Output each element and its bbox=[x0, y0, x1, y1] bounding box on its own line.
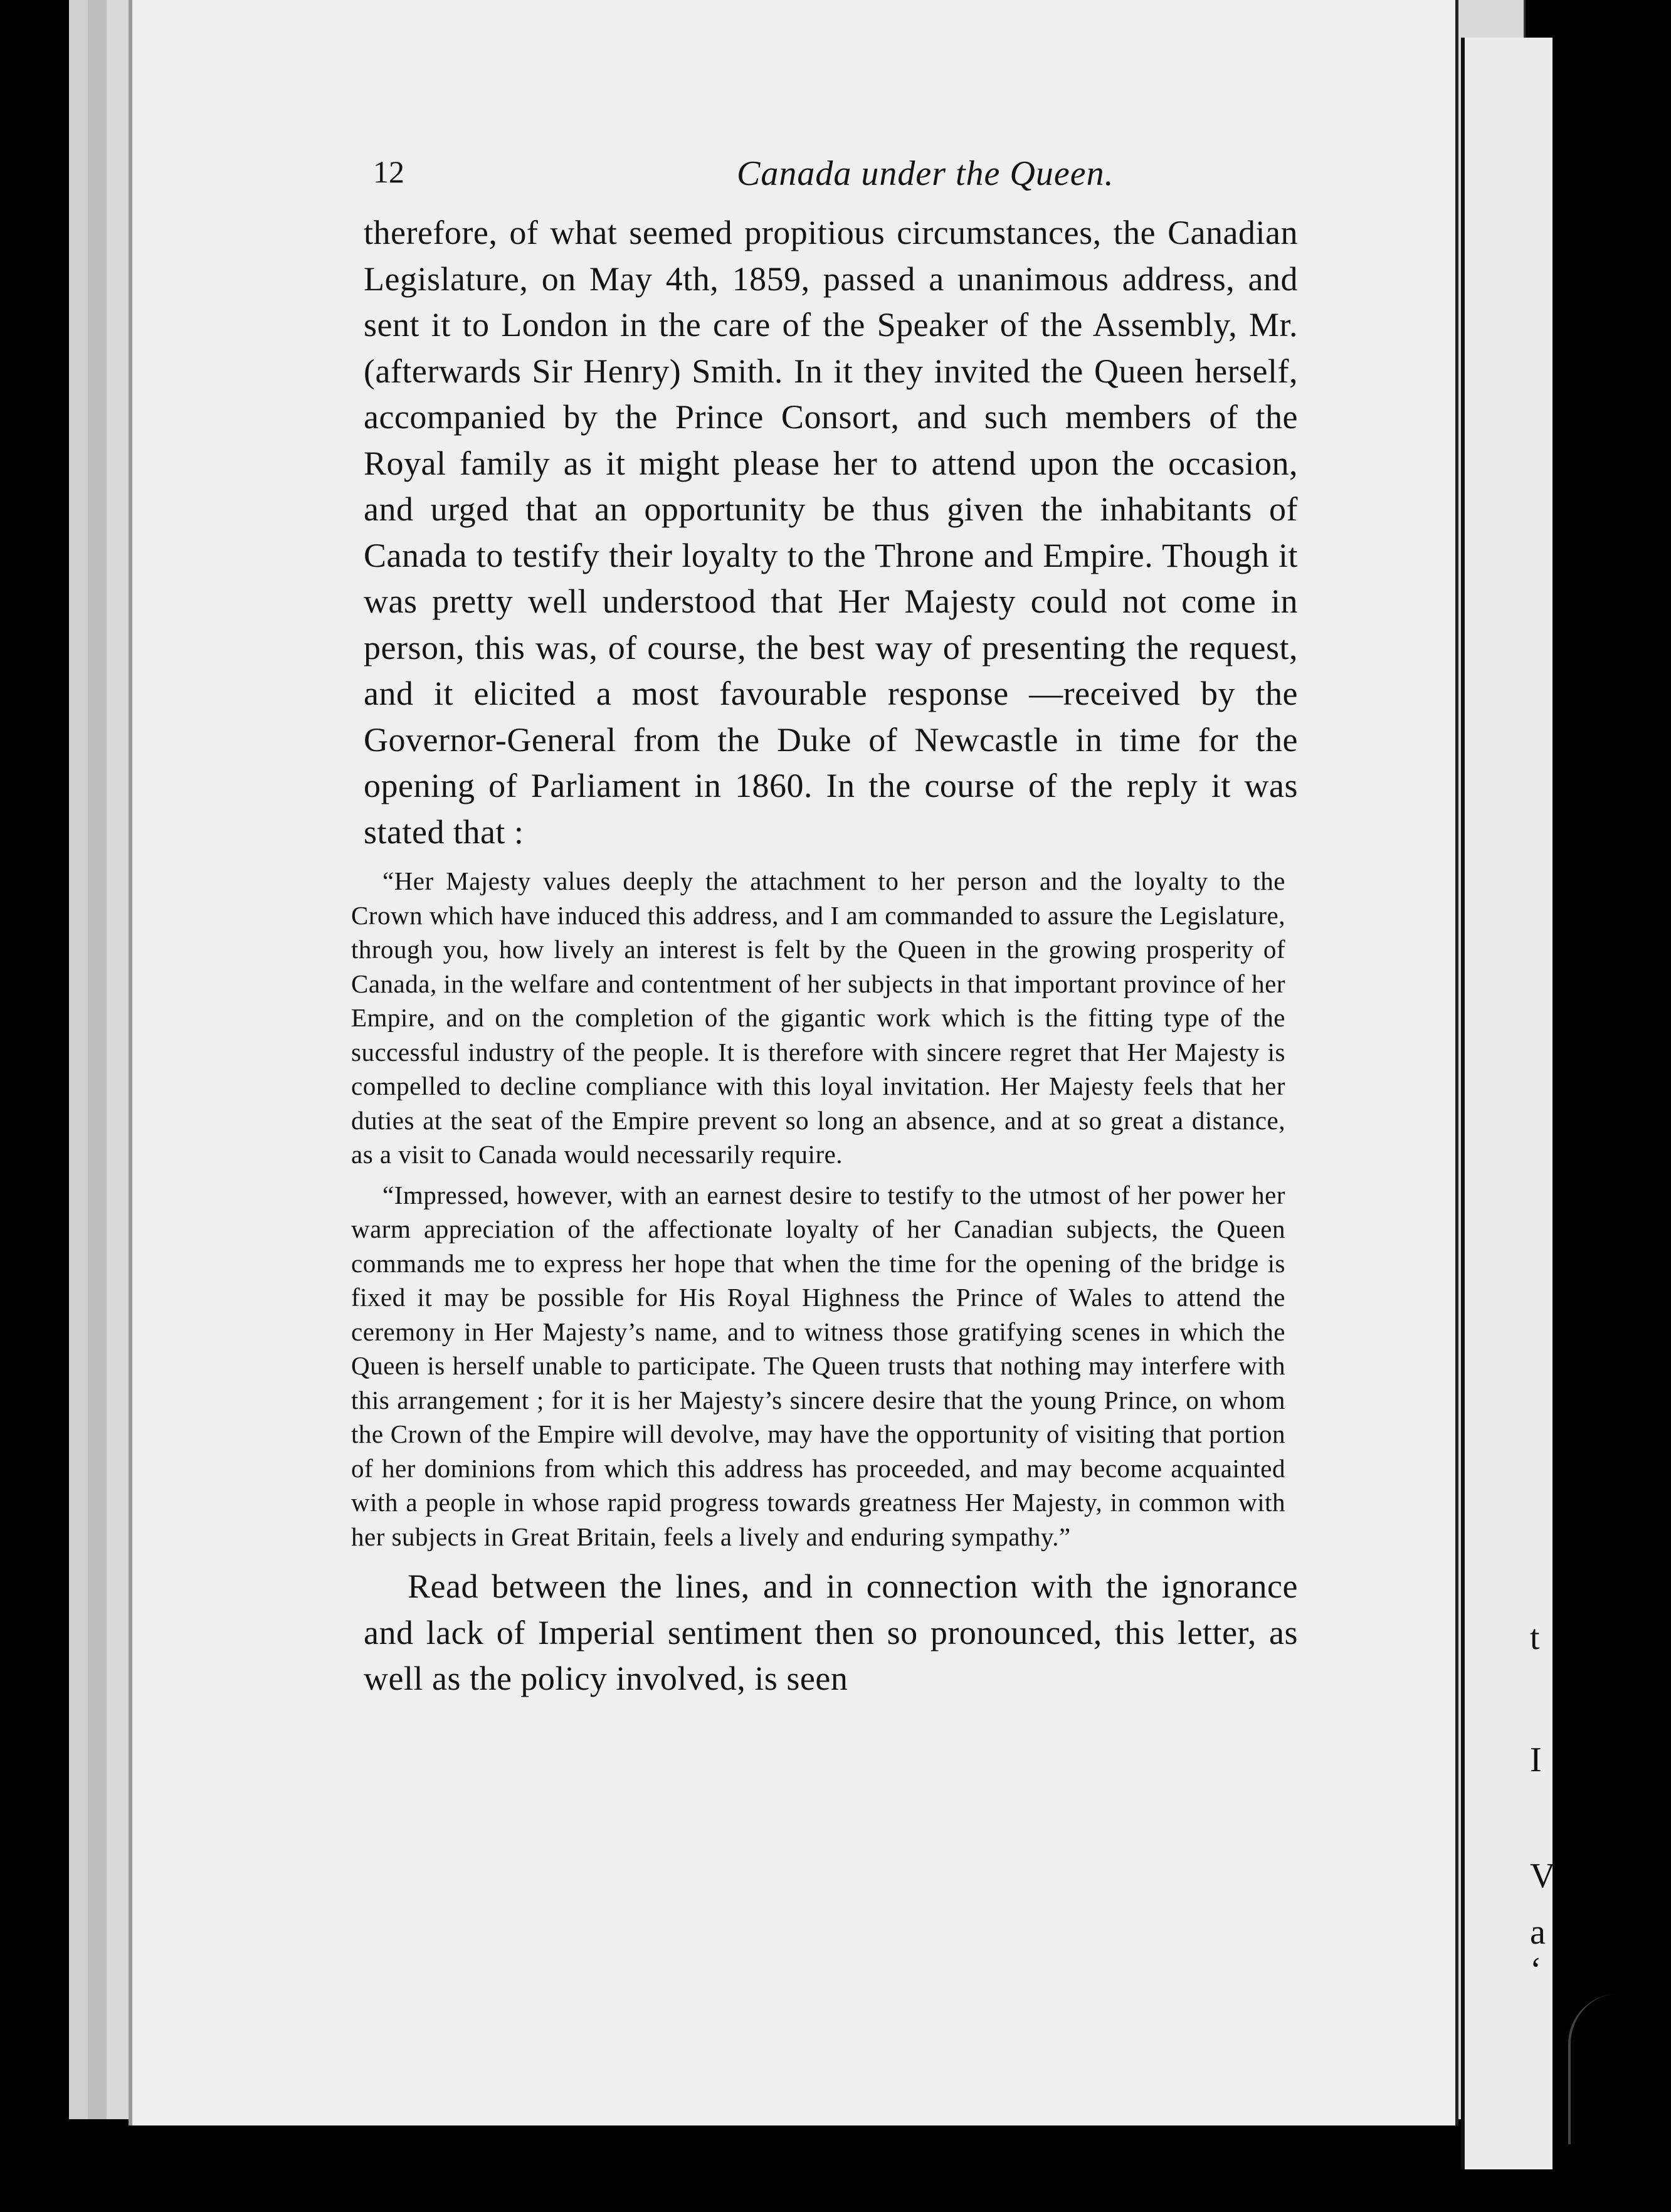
quote-paragraph: “Her Majesty values deeply the attachment to her person and the loyalty to the Crown which have induced this address, and I am commanded to assure the Legislature, through you, how lively an interest is felt by the Queen in the growing prosperity of Canada, in the welfare and contentment of her subjects in that important province of her Empire, and on the completion of the gigantic work which is the fitting type of the successful industry of the people. It is therefore with sincere regret that Her Majesty is compelled to decline compliance with this loyal invitation. Her Majesty feels that her duties at the seat of the Empire prevent so long an absence, and at so great a distance, as a visit to Canada would necessarily require. bbox=[351, 866, 1285, 1169]
running-title: Canada under the Queen. bbox=[737, 154, 1114, 193]
quote-paragraph: “Impressed, however, with an earnest desire to testify to the utmost of her power her warm appreciation of the affectionate loyalty of her Canadian subjects, the Queen commands me to express her hope that when the time for the opening of the bridge is fixed it may be possible for His Royal Highness the Prince of Wales to attend the ceremony in Her Majesty’s name, and to witness those gratifying scenes in which the Queen is herself unable to participate. The Queen trusts that nothing may interfere with this arrangement ; for it is her Majesty’s sincere desire that the young Prince, on whom the Crown of the Empire will devolve, may have the opportunity of visiting that portion of her dominions from which this address has proceeded, and may become acquainted with a people in whose rapid progress towards greatness Her Majesty, in common with her subjects in Great Britain, feels a lively and enduring sympathy.” bbox=[351, 1180, 1285, 1551]
block-quote bbox=[351, 864, 1298, 1554]
body-text bbox=[223, 210, 1314, 1702]
facing-page-fragment: t bbox=[1530, 1618, 1540, 1657]
facing-page-fragment: ‘ bbox=[1530, 1951, 1542, 1989]
paragraph: Read between the lines, and in connection with the ignorance and lack of Imperial sentiment then so pronounced, this letter, as well as the policy involved, is seen bbox=[364, 1567, 1298, 1697]
running-head bbox=[223, 141, 1314, 210]
facing-page-edge bbox=[1461, 38, 1552, 2169]
facing-page-fragment: a bbox=[1530, 1913, 1546, 1952]
facing-page-fragment: I bbox=[1530, 1741, 1542, 1779]
page-curl bbox=[1568, 1994, 1671, 2144]
facing-page-fragment: V bbox=[1530, 1856, 1556, 1895]
page-content bbox=[223, 141, 1314, 1702]
paragraph: therefore, of what seemed propitious circumstances, the Canadian Legislature, on May 4th, 1859, passed a unanimous address, and sent it to London in the care of the Speaker of the Assembly, Mr. (afterwards Sir Henry) Smith. In it they invited the Queen herself, accompanied by the Prince Consort, and such members of the Royal family as it might please her to attend upon the occasion, and urged that an opportunity be thus given the inhabitants of Canada to testify their loyalty to the Throne and Empire. Though it was pretty well understood that Her Majesty could not come in person, this was, of course, the best way of presenting the request, and it elicited a most favourable response —received by the Governor-General from the Duke of Newcastle in time for the opening of Parliament in 1860. In the course of the reply it was stated that : bbox=[364, 214, 1298, 851]
page-number: 12 bbox=[373, 154, 404, 189]
